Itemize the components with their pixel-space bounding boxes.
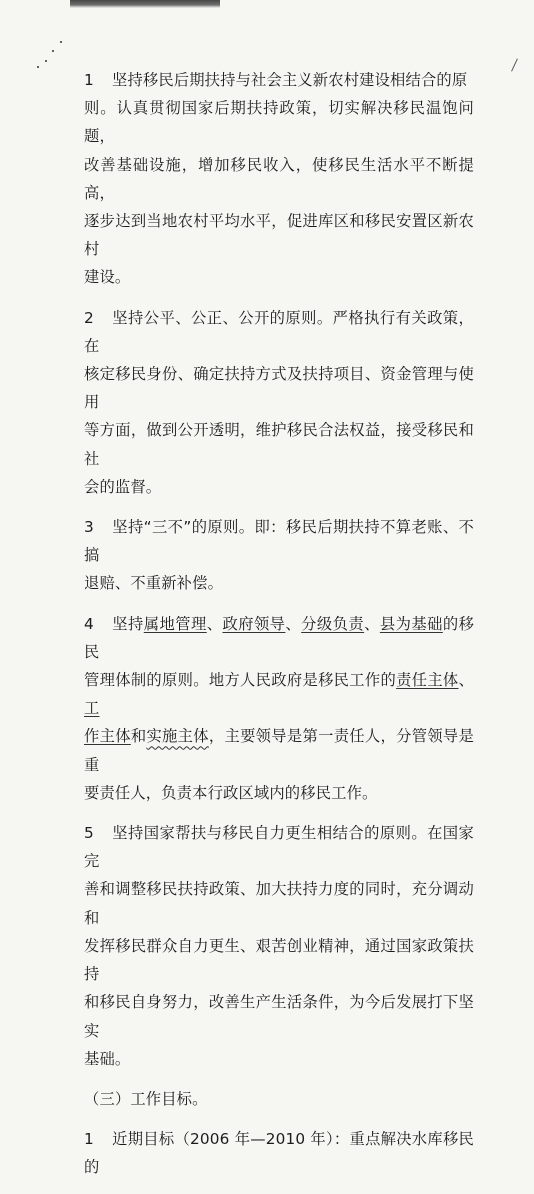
item-number: 5	[84, 824, 94, 843]
item-number: 4	[84, 614, 94, 633]
underlined-phrase: 县为基础	[379, 614, 443, 633]
scan-speck	[52, 50, 54, 52]
text-segment: 的移民	[84, 614, 475, 661]
text-line: 改善基础设施，增加移民收入，使移民生活水平不断提高，	[84, 155, 474, 202]
text-line: 和移民自身努力，改善生产生活条件，为今后发展打下坚实	[84, 993, 474, 1040]
text-segment: 和	[130, 727, 147, 746]
text-segment: 、	[206, 614, 223, 633]
section-heading	[84, 1085, 474, 1113]
text-segment: ，主要领导是第一责任人，分管领导是重	[84, 727, 474, 774]
text-line: 核定移民身份、确定扶持方式及扶持项目、资金管理与使用	[84, 365, 474, 412]
scan-speck	[45, 60, 47, 62]
text-line: 退赔、不重新补偿。	[84, 574, 224, 593]
principle-1	[84, 66, 474, 292]
text-line: 基础。	[84, 1049, 131, 1068]
text-line: 要责任人，负责本行政区域内的移民工作。	[84, 783, 378, 802]
section-heading-text: （三）工作目标。	[84, 1089, 208, 1108]
item-number: 2	[84, 308, 94, 327]
principle-5	[84, 819, 474, 1073]
underlined-phrase: 工	[84, 699, 100, 718]
scan-pen-mark	[511, 58, 518, 71]
text-line: 坚持移民后期扶持与社会主义新农村建设相结合的原	[112, 71, 468, 89]
underlined-phrase: 分级负责	[301, 614, 365, 633]
underlined-phrase: 政府领导	[222, 614, 286, 633]
item-number: 1	[84, 1130, 94, 1149]
text-line: 等方面，做到公开透明，维护移民合法权益，接受移民和社	[84, 421, 474, 468]
text-line: 逐步达到当地农村平均水平，促进库区和移民安置区新农村	[84, 212, 474, 259]
text-line: 坚持公平、公正、公开的原则。严格执行有关政策，在	[84, 308, 474, 355]
document-body	[84, 66, 474, 1194]
text-segment: 、	[458, 671, 474, 690]
goal-1	[84, 1125, 474, 1181]
underlined-phrase: 属地管理	[143, 614, 207, 633]
principle-3	[84, 513, 474, 598]
text-line: 会的监督。	[84, 477, 162, 496]
text-segment: 、	[285, 614, 302, 633]
item-number: 3	[84, 518, 94, 537]
text-segment: 坚持	[112, 614, 144, 633]
text-line: 近期目标（2006 年—2010 年）：重点解决水库移民的	[84, 1130, 474, 1177]
wavy-underlined-phrase: 实施主体	[146, 727, 209, 746]
text-segment: 管理体制的原则。地方人民政府是移民工作的	[84, 671, 397, 690]
underlined-phrase: 责任主体	[396, 671, 459, 690]
text-segment: 、	[364, 614, 380, 633]
text-line: 坚持国家帮扶与移民自力更生相结合的原则。在国家完	[84, 824, 474, 871]
text-line: 善和调整移民扶持政策、加大扶持力度的同时，充分调动和	[84, 880, 474, 927]
scan-speck	[60, 41, 62, 43]
text-line: 则。认真贯彻国家后期扶持政策，切实解决移民温饱问题，	[84, 99, 474, 146]
underlined-phrase: 作主体	[84, 727, 131, 746]
item-number: 1	[84, 71, 94, 89]
principle-4	[84, 610, 474, 807]
text-line: 建设。	[84, 268, 131, 287]
text-line: 发挥移民群众自力更生、艰苦创业精神，通过国家政策扶持	[84, 936, 474, 984]
scan-top-edge-shadow	[70, 0, 220, 8]
text-line: 坚持“三不”的原则。即：移民后期扶持不算老账、不搞	[84, 518, 474, 565]
principle-2	[84, 304, 474, 501]
scan-speck	[37, 66, 39, 68]
